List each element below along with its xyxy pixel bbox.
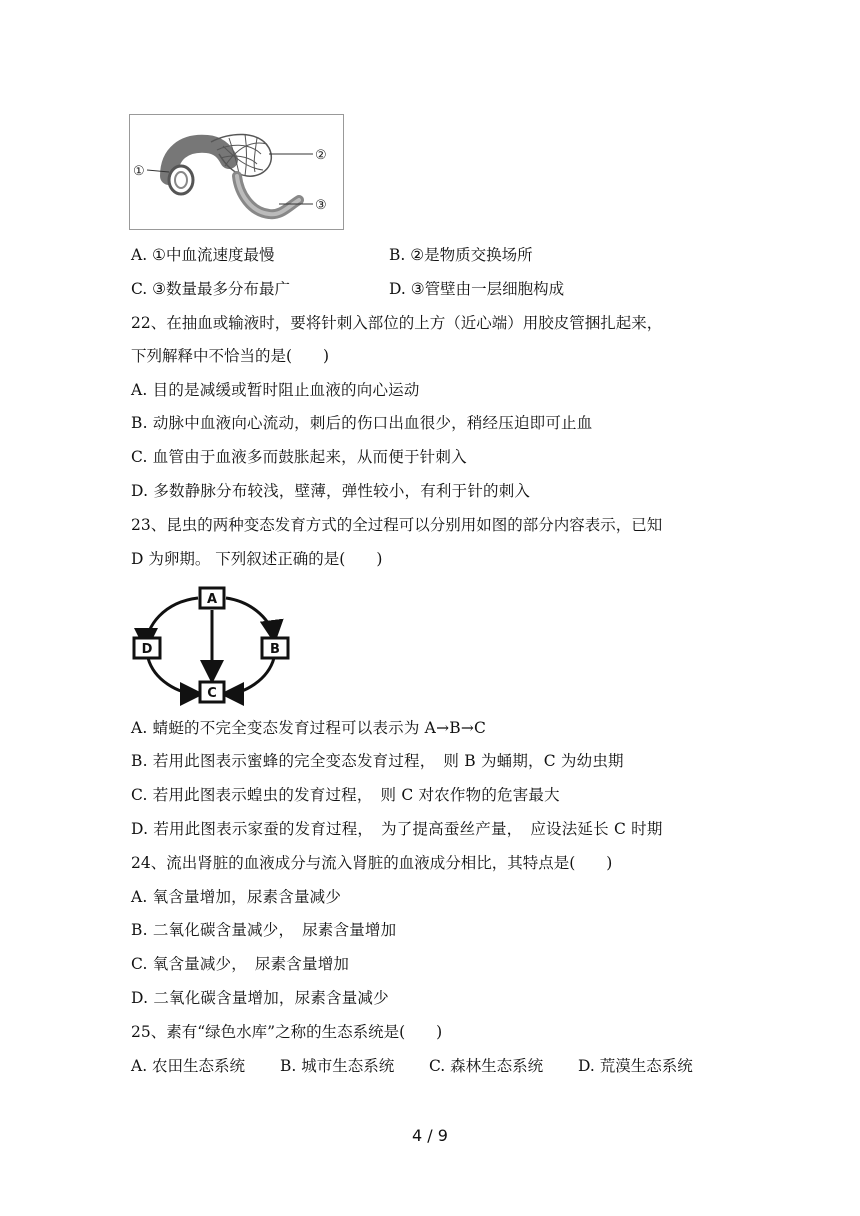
stage-label-b: B [270, 642, 280, 657]
metamorphosis-figure [128, 586, 296, 706]
q22-option-a: A. 目的是减缓或暂时阻止血液的向心运动 [131, 381, 420, 399]
blood-vessel-figure [129, 114, 345, 230]
q23-option-a: A. 蜻蜓的不完全变态发育过程可以表示为 A→B→C [131, 719, 487, 737]
q24-option-c: C. 氧含量减少， 尿素含量增加 [131, 955, 350, 973]
q23-option-c: C. 若用此图表示蝗虫的发育过程， 则 C 对农作物的危害最大 [131, 786, 560, 804]
q25-option-c: C. 森林生态系统 [429, 1057, 544, 1075]
stage-label-c: C [207, 686, 217, 701]
q25-option-a: A. 农田生态系统 [131, 1057, 246, 1075]
q24-option-a: A. 氧含量增加，尿素含量减少 [131, 888, 342, 906]
q24-option-b: B. 二氧化碳含量减少， 尿素含量增加 [131, 921, 397, 939]
vessel-label-2: ② [315, 148, 327, 163]
q23-stem-line2: D 为卵期。 下列叙述正确的是( ) [131, 550, 383, 568]
q22-option-d: D. 多数静脉分布较浅，壁薄，弹性较小，有利于针的刺入 [131, 482, 531, 500]
q22-stem-line2: 下列解释中不恰当的是( ) [131, 347, 330, 365]
q22-option-b: B. 动脉中血液向心流动，刺后的伤口出血很少，稍经压迫即可止血 [131, 414, 593, 432]
q22-option-c: C. 血管由于血液多而鼓胀起来，从而便于针刺入 [131, 448, 467, 466]
q21-option-c: C. ③数量最多分布最广 [131, 280, 291, 298]
q25-option-b: B. 城市生态系统 [280, 1057, 395, 1075]
q23-option-d: D. 若用此图表示家蚕的发育过程， 为了提高蚕丝产量， 应设法延长 C 时期 [131, 820, 663, 838]
q23-stem-line1: 23、昆虫的两种变态发育方式的全过程可以分别用如图的部分内容表示，已知 [131, 516, 663, 534]
stage-label-d: D [141, 642, 153, 657]
vessel-label-3: ③ [315, 198, 327, 213]
metamorphosis-cycle-diagram [128, 586, 296, 706]
page-number: 4 / 9 [412, 1126, 448, 1145]
q21-option-d: D. ③管壁由一层细胞构成 [389, 280, 565, 298]
q22-stem-line1: 22、在抽血或输液时，要将针刺入部位的上方（近心端）用胶皮管捆扎起来， [131, 314, 663, 332]
q21-option-a: A. ①中血流速度最慢 [131, 246, 275, 264]
blood-vessel-diagram [129, 114, 345, 230]
stage-label-a: A [206, 592, 218, 607]
q24-option-d: D. 二氧化碳含量增加，尿素含量减少 [131, 989, 389, 1007]
q21-option-b: B. ②是物质交换场所 [389, 246, 533, 264]
q23-option-b: B. 若用此图表示蜜蜂的完全变态发育过程， 则 B 为蛹期，C 为幼虫期 [131, 752, 624, 770]
vessel-label-1: ① [133, 164, 145, 179]
q24-stem: 24、流出肾脏的血液成分与流入肾脏的血液成分相比，其特点是( ) [131, 854, 613, 872]
q25-option-d: D. 荒漠生态系统 [578, 1057, 693, 1075]
q25-stem: 25、素有“绿色水库”之称的生态系统是( ) [131, 1023, 443, 1041]
